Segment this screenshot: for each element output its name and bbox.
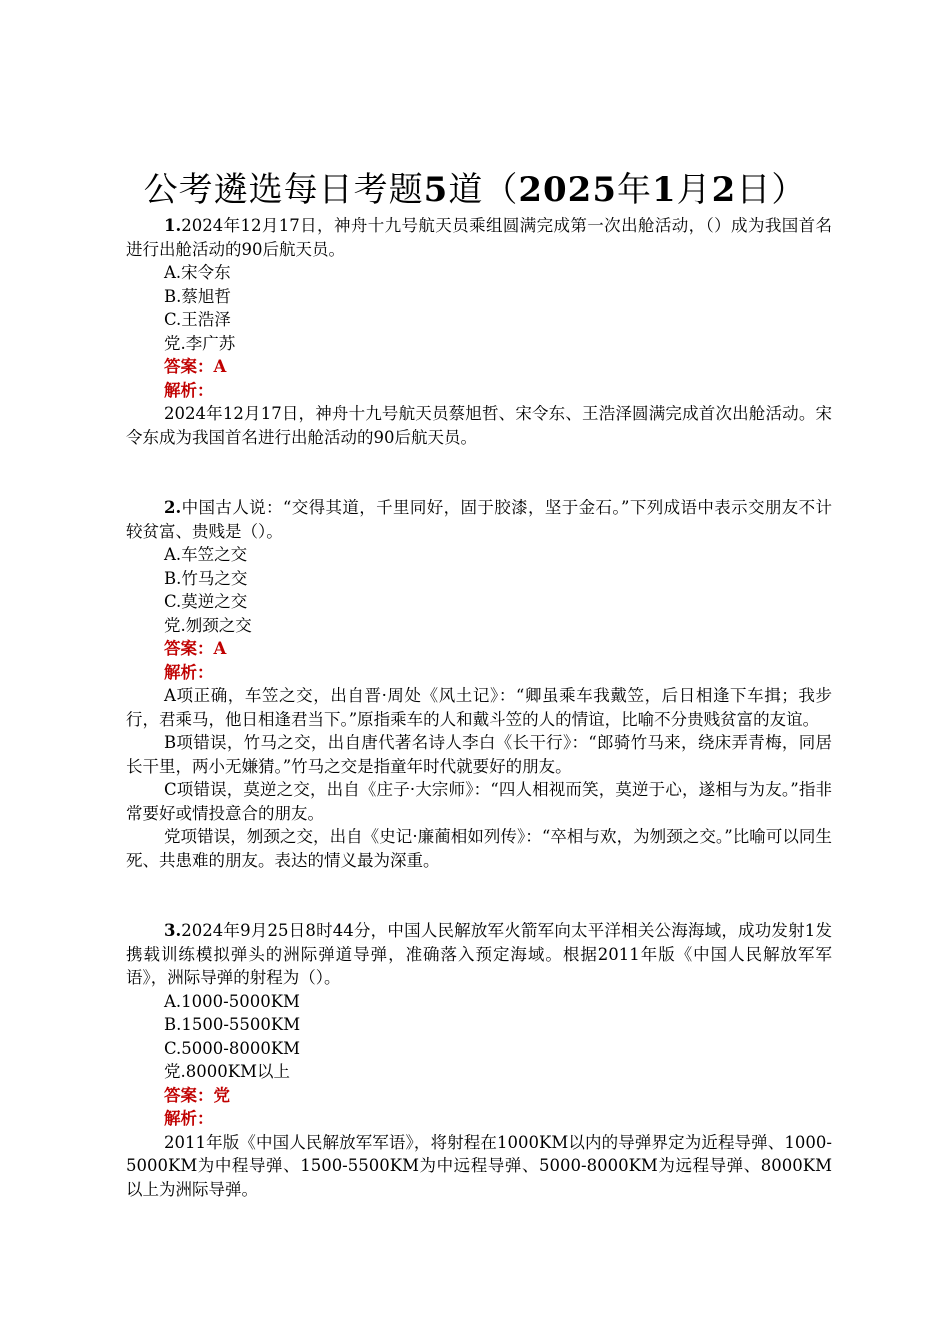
page-title xyxy=(0,168,950,212)
option-b: B.蔡旭哲 xyxy=(164,286,231,306)
analysis-text: 2024年12月17日，神舟十九号航天员蔡旭哲、宋令东、王浩泽圆满完成首次出舱活动。宋令东成为我国首名进行出舱活动的90后航天员。 xyxy=(126,404,832,447)
answer-label: 答案：党 xyxy=(164,1085,230,1105)
question-number: 3. xyxy=(164,921,182,940)
analysis-text: B项错误，竹马之交，出自唐代著名诗人李白《长干行》：“郎骑竹马来，绕床弄青梅，同居长干里，两小无嫌猜。”竹马之交是指童年时代就要好的朋友。 xyxy=(126,733,832,776)
option-c: C.莫逆之交 xyxy=(164,592,248,611)
title-year: 2025 xyxy=(518,170,617,210)
title-month: 1 xyxy=(651,170,677,210)
analysis-label: 解析： xyxy=(164,662,214,682)
question-3 xyxy=(126,919,832,1201)
question-stem xyxy=(126,919,832,990)
option-a: A.1000-5000KM xyxy=(164,991,300,1011)
option-d: 党.8000KM以上 xyxy=(164,1062,290,1081)
question-1 xyxy=(126,214,832,449)
analysis-text: 党项错误，刎颈之交，出自《史记·廉蔺相如列传》：“卒相与欢，为刎颈之交。”比喻可以同生死、共患难的朋友。表达的情义最为深重。 xyxy=(126,827,832,870)
question-text: 2024年9月25日8时44分，中国人民解放军火箭军向太平洋相关公海海域，成功发射1发携载训练模拟弹头的洲际弹道导弹，准确落入预定海域。根据2011年版《中国人民解放军军语》，洲际导弹的射程为（）。 xyxy=(126,921,832,987)
option-b: B.竹马之交 xyxy=(164,568,248,588)
analysis-label: 解析： xyxy=(164,380,214,400)
analysis-text: C项错误，莫逆之交，出自《庄子·大宗师》：“四人相视而笑，莫逆于心，遂相与为友。”指非常要好或情投意合的朋友。 xyxy=(126,780,832,823)
title-text: 道（ xyxy=(448,170,519,210)
answer-label: 答案：A xyxy=(164,639,227,658)
analysis-text: A项正确，车笠之交，出自晋·周处《风土记》：“卿虽乘车我戴笠，后日相逢下车揖；我步行，君乘马，他日相逢君当下。”原指乘车的人和戴斗笠的人的情谊，比喻不分贵贱贫富的友谊。 xyxy=(126,686,832,729)
option-a: A.宋令东 xyxy=(164,263,231,282)
option-d: 党.刎颈之交 xyxy=(164,615,252,635)
title-text: 年 xyxy=(616,170,652,210)
option-a: A.车笠之交 xyxy=(164,545,248,564)
question-stem xyxy=(126,214,832,261)
option-d: 党.李广苏 xyxy=(164,333,236,353)
option-c: C.王浩泽 xyxy=(164,310,231,329)
title-text: 日） xyxy=(736,170,807,210)
analysis-text: 2011年版《中国人民解放军军语》，将射程在1000KM以内的导弹界定为近程导弹、1000-5000KM为中程导弹、1500-5500KM为中远程导弹、5000-8000KM为远程导弹、8000KM以上为洲际导弹。 xyxy=(126,1132,832,1199)
analysis-label: 解析： xyxy=(164,1109,214,1128)
question-text: 中国古人说：“交得其道，千里同好，固于胶漆，坚于金石。”下列成语中表示交朋友不计较贫富、贵贱是（）。 xyxy=(126,498,832,541)
title-day: 2 xyxy=(711,170,737,210)
option-b: B.1500-5500KM xyxy=(164,1015,301,1034)
title-text: 公考遴选每日考题 xyxy=(143,170,424,210)
question-number: 2. xyxy=(164,498,182,517)
question-text: 2024年12月17日，神舟十九号航天员乘组圆满完成第一次出舱活动，（）成为我国首名进行出舱活动的90后航天员。 xyxy=(126,216,832,259)
title-count: 5 xyxy=(423,170,449,210)
question-2 xyxy=(126,496,832,872)
question-stem xyxy=(126,496,832,543)
questions-list xyxy=(126,214,832,1201)
question-number: 1. xyxy=(164,216,182,235)
answer-label: 答案：A xyxy=(164,357,227,376)
title-text: 月 xyxy=(676,170,712,210)
option-c: C.5000-8000KM xyxy=(164,1038,301,1058)
